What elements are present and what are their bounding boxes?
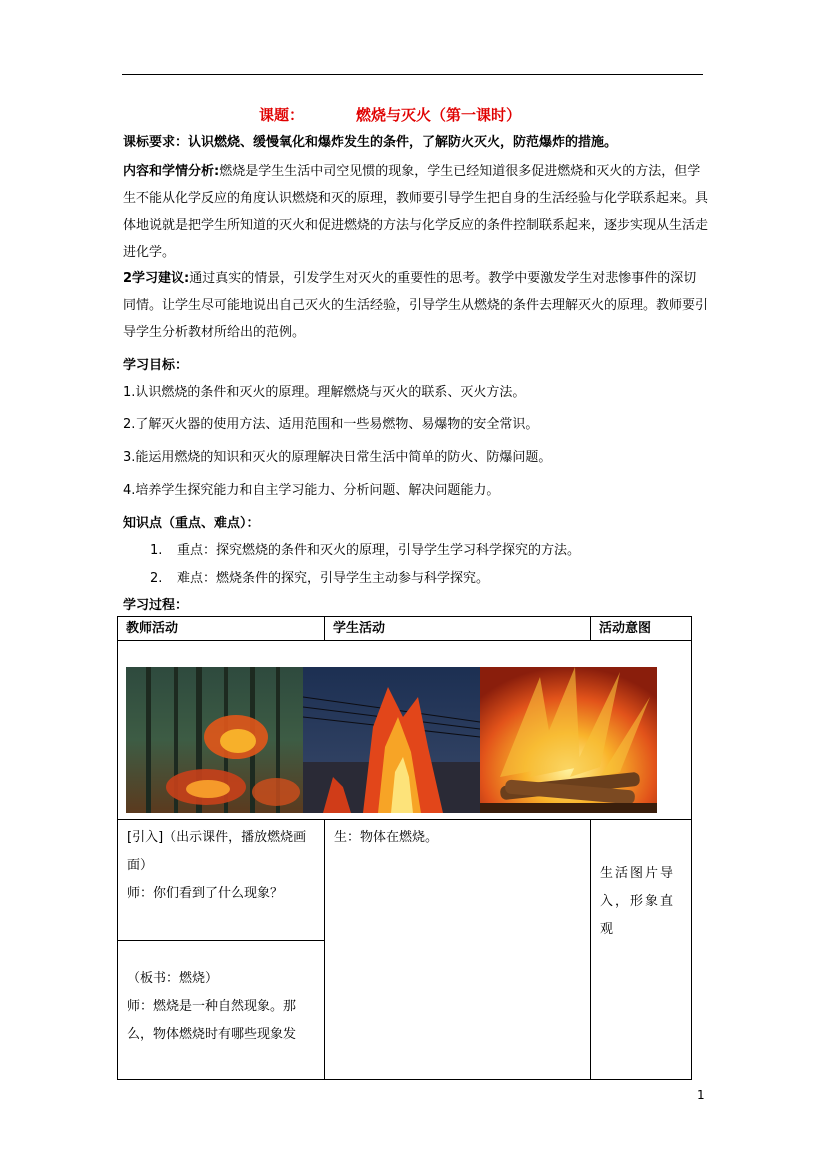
forest-fire-image xyxy=(126,667,303,813)
objective-item: 4.培养学生探究能力和自主学习能力、分析问题、解决问题能力。 xyxy=(123,483,500,498)
analysis-text: 燃烧是学生生活中司空见惯的现象，学生已经知道很多促进燃烧和灭火的方法，但学生不能从化学反应的角度认识燃烧和灭的原理，教师要引导学生把自身的生活经验与化学联系起来。具体地说就是把学生所知道的灭火和促进燃烧的方法与化学反应的条件控制联系起来，逐步实现从生活走进化学。 xyxy=(123,164,709,260)
suggestion-paragraph xyxy=(123,265,708,346)
key-point-text: 难点：燃烧条件的探究，引导学生主动参与科学探究。 xyxy=(177,571,490,586)
suggestion-label: 2学习建议: xyxy=(123,271,190,286)
suggestion-text: 通过真实的情景，引发学生对灭火的重要性的思考。教学中要激发学生对悲惨事件的深切同情。让学生尽可能地说出自己灭火的生活经验，引导学生从燃烧的条件去理解灭火的原理。教师要引导学生分析教材所给出的范例。 xyxy=(123,271,709,340)
teacher-line: 师：你们看到了什么现象？ xyxy=(127,886,284,901)
table-row xyxy=(118,820,692,941)
teacher-line: 师：燃烧是一种自然现象。那么，物体燃烧时有哪些现象发 xyxy=(127,999,297,1042)
activity-intent-cell xyxy=(591,820,692,1080)
header-rule xyxy=(122,74,703,75)
analysis-label: 内容和学情分析: xyxy=(123,164,220,179)
building-fire-image xyxy=(303,667,480,813)
key-point-number: 2. xyxy=(150,571,163,586)
page-title xyxy=(0,104,827,128)
fire-image-strip xyxy=(126,667,691,813)
key-points-heading: 知识点（重点、难点）： xyxy=(123,516,260,531)
column-header: 教师活动 xyxy=(118,617,325,641)
key-point-item xyxy=(150,569,489,589)
title-text: 燃烧与灭火（第一课时） xyxy=(356,106,522,124)
standard-paragraph xyxy=(123,129,708,156)
campfire-image xyxy=(480,667,657,813)
key-point-text: 重点：探究燃烧的条件和灭火的原理，引导学生学习科学探究的方法。 xyxy=(177,543,581,558)
table-header-row xyxy=(118,617,692,641)
teacher-line: （板书：燃烧） xyxy=(127,971,219,986)
teacher-activity-cell xyxy=(118,941,325,1080)
column-header: 活动意图 xyxy=(591,617,692,641)
title-label: 课题： xyxy=(259,106,305,124)
teacher-line: [引入]（出示课件，播放燃烧画面） xyxy=(127,830,307,873)
objective-item: 3.能运用燃烧的知识和灭火的原理解决日常生活中简单的防火、防爆问题。 xyxy=(123,450,552,465)
page-number: 1 xyxy=(697,1088,705,1102)
standard-label: 课标要求： xyxy=(123,135,189,150)
objective-item: 1.认识燃烧的条件和灭火的原理。理解燃烧与灭火的联系、灭火方法。 xyxy=(123,385,526,400)
key-point-item xyxy=(150,541,580,561)
standard-text: 认识燃烧、缓慢氧化和爆炸发生的条件，了解防火灭火，防范爆炸的措施。 xyxy=(188,135,618,150)
teacher-activity-cell xyxy=(118,820,325,941)
objective-item: 2.了解灭火器的使用方法、适用范围和一些易燃物、易爆物的安全常识。 xyxy=(123,417,539,432)
process-heading: 学习过程： xyxy=(123,598,189,613)
student-activity-cell xyxy=(325,820,591,1080)
process-table xyxy=(117,616,692,1080)
image-row xyxy=(118,641,692,820)
intent-text: 生活图片导入，形象直观 xyxy=(600,866,676,937)
key-point-number: 1. xyxy=(150,543,163,558)
analysis-paragraph xyxy=(123,158,708,266)
student-line: 生：物体在燃烧。 xyxy=(334,830,439,845)
column-header: 学生活动 xyxy=(325,617,591,641)
objectives-heading: 学习目标： xyxy=(123,358,189,373)
